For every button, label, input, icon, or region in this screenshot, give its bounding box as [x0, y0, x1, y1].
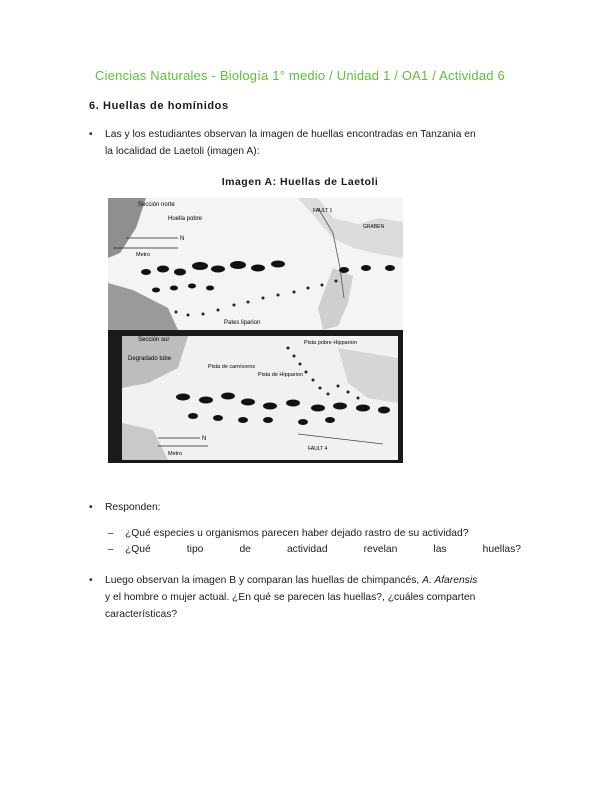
q2-word: tipo — [186, 544, 204, 555]
figure-caption: Imagen A: Huellas de Laetoli — [221, 176, 379, 188]
label-graben: GRABEN — [363, 224, 385, 230]
bullet-icon: • — [89, 575, 93, 586]
label-n: N — [180, 236, 185, 242]
label-meter: Metro — [136, 252, 151, 258]
intro-line-1: Las y los estudiantes observan la imagen de huellas encontradas en Tanzania en — [105, 129, 476, 140]
q2-word: ¿Qué — [125, 544, 151, 555]
species-name: A. Afarensis — [422, 575, 478, 586]
comparison-line-1 — [105, 572, 521, 589]
dash-icon: – — [108, 528, 114, 539]
label-carnivore-trail: Pista de carnívoros — [208, 364, 256, 370]
respond-label: Responden: — [105, 502, 161, 513]
question-1: ¿Qué especies u organismos parecen haber dejado rastro de su actividad? — [125, 528, 469, 539]
q2-word: actividad — [286, 544, 328, 555]
q2-word: las — [433, 544, 447, 555]
laetoli-footprints-image — [108, 198, 403, 463]
comparison-line-3: características? — [105, 609, 178, 620]
bullet-icon: • — [89, 129, 93, 140]
dash-icon: – — [108, 544, 114, 555]
label-poor-print: Huella pobre — [168, 216, 203, 222]
label-meter: Metro — [168, 451, 183, 457]
comparison-line-2: y el hombre o mujer actual. ¿En qué se parecen las huellas?, ¿cuáles comparten — [105, 592, 476, 603]
label-bird-prints: Pates liparion — [224, 320, 261, 326]
intro-line-2: la localidad de Laetoli (imagen A): — [105, 146, 260, 157]
label-hipparion-path: Pista pobre Hipparion — [304, 340, 357, 346]
label-fault-1: FAULT 1 — [313, 208, 333, 214]
label-n: N — [202, 436, 207, 442]
label-south-section: Sección sur — [138, 337, 170, 343]
label-degraded-tuff: Degradado tobe — [128, 356, 172, 362]
q2-word: revelan — [363, 544, 398, 555]
intro-paragraph — [105, 126, 521, 160]
question-2 — [125, 541, 521, 558]
q2-word: de — [239, 544, 251, 555]
comparison-paragraph — [105, 572, 521, 623]
comparison-text: Luego observan la imagen B y comparan las huellas de chimpancés, — [105, 575, 420, 586]
label-hipparion-trail: Pista de Hipparion — [258, 372, 303, 378]
label-fault-4: FAULT 4 — [308, 446, 328, 452]
section-heading: 6. Huellas de homínidos — [89, 100, 229, 112]
breadcrumb: Ciencias Naturales - Biología 1° medio / Unidad 1 / OA1 / Actividad 6 — [95, 68, 505, 83]
bullet-icon: • — [89, 502, 93, 513]
label-north-section: Sección norte — [138, 202, 175, 208]
q2-word: huellas? — [482, 544, 521, 555]
